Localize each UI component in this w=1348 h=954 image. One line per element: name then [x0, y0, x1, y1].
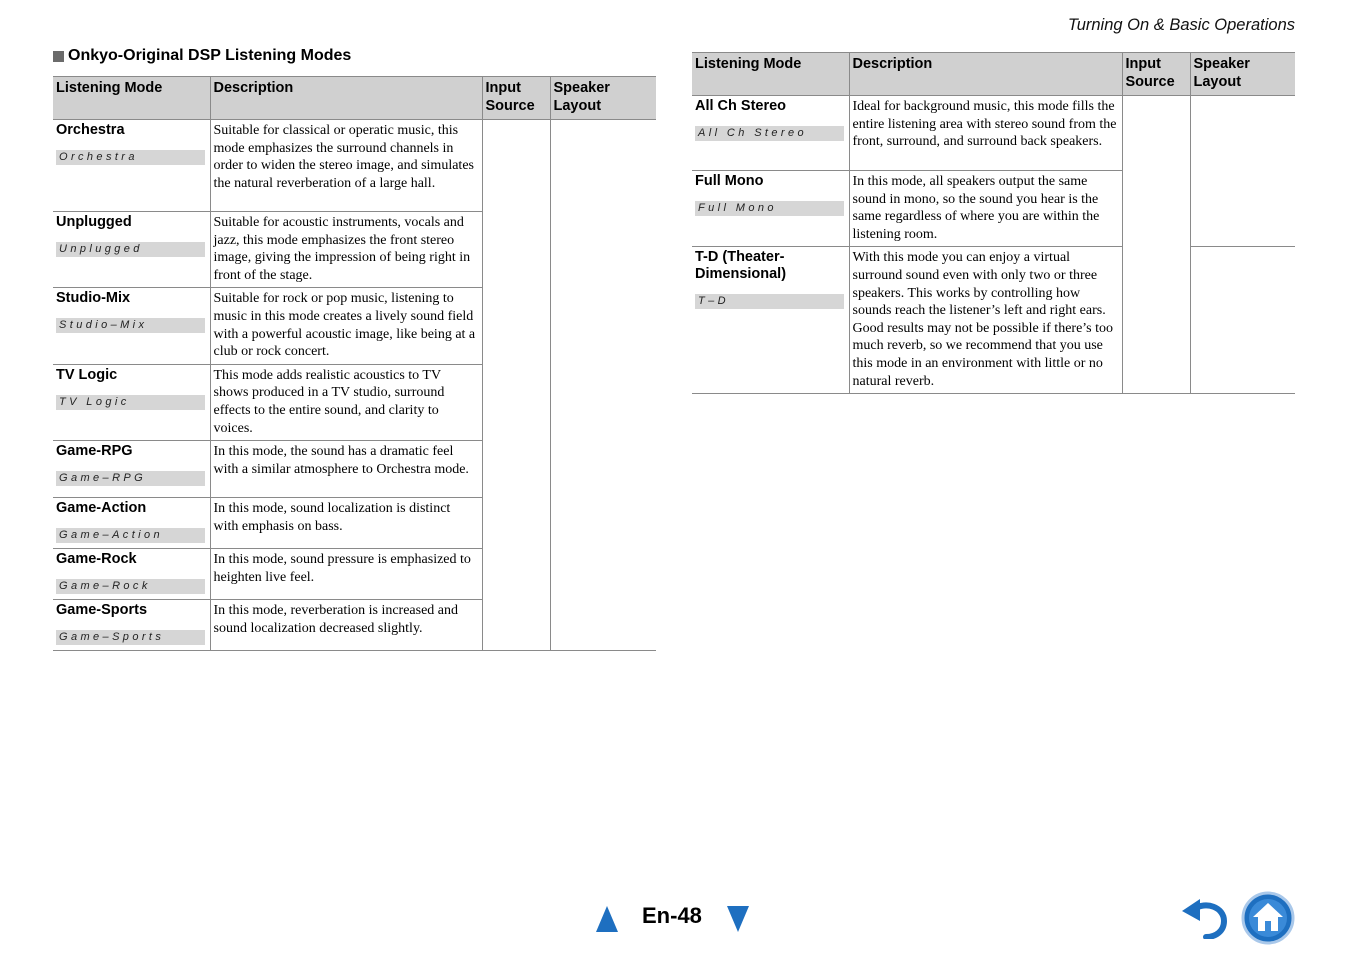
col-speaker-layout: Speaker Layout	[550, 77, 656, 120]
mode-description: In this mode, sound pressure is emphasized to heighten live feel.	[210, 549, 482, 600]
table-row	[692, 171, 1295, 247]
col-speaker-layout: Speaker Layout	[1190, 53, 1295, 96]
square-bullet-icon	[53, 51, 64, 62]
table-header-row	[53, 77, 656, 120]
right-modes-table	[692, 52, 1295, 394]
arrow-up-icon[interactable]	[596, 906, 618, 937]
speaker-layout-cell	[550, 364, 656, 440]
display-indicator: Studio–Mix	[56, 318, 205, 333]
table-row	[53, 600, 656, 651]
speaker-layout-cell	[550, 600, 656, 651]
mode-name: T-D (Theater-Dimensional)	[695, 249, 787, 283]
mode-name: Game-Rock	[56, 551, 137, 568]
mode-description: Suitable for classical or operatic music, this mode emphasizes the surround channels in order to widen the stereo image, and simulates the natural reverberation of a large hall.	[210, 120, 482, 212]
display-indicator: Unplugged	[56, 242, 205, 257]
home-icon[interactable]	[1241, 891, 1295, 950]
display-indicator: Game–Action	[56, 528, 205, 543]
left-modes-table	[53, 76, 656, 651]
speaker-layout-cell	[550, 212, 656, 288]
col-listening-mode: Listening Mode	[692, 53, 849, 96]
mode-description: Suitable for rock or pop music, listening to music in this mode creates a lively sound field with a powerful acoustic image, like being at a club or rock concert.	[210, 288, 482, 364]
mode-name: Game-Action	[56, 500, 147, 517]
display-indicator: T–D	[695, 294, 844, 309]
speaker-layout-cell	[550, 498, 656, 549]
table-row	[692, 96, 1295, 171]
display-indicator: Full Mono	[695, 201, 844, 216]
table-row	[53, 212, 656, 288]
mode-description: In this mode, the sound has a dramatic feel with a similar atmosphere to Orchestra mode.	[210, 441, 482, 498]
mode-description: In this mode, reverberation is increased and sound localization decreased slightly.	[210, 600, 482, 651]
section-heading-text: Onkyo-Original DSP Listening Modes	[68, 47, 352, 64]
mode-name: Game-RPG	[56, 443, 133, 460]
input-source-cell	[1122, 171, 1190, 247]
col-description: Description	[210, 77, 482, 120]
input-source-cell	[482, 498, 550, 549]
mode-name: Game-Sports	[56, 602, 148, 619]
speaker-layout-cell	[1190, 171, 1295, 247]
page-number: En-48	[642, 903, 702, 928]
display-indicator: Orchestra	[56, 150, 205, 165]
mode-name: Studio-Mix	[56, 290, 131, 307]
table-row	[53, 364, 656, 440]
table-row	[53, 288, 656, 364]
mode-description: In this mode, sound localization is distinct with emphasis on bass.	[210, 498, 482, 549]
input-source-cell	[482, 441, 550, 498]
footer-nav	[0, 895, 1348, 945]
display-indicator: Game–Rock	[56, 579, 205, 594]
col-description: Description	[849, 53, 1122, 96]
speaker-layout-cell	[1190, 247, 1295, 394]
display-indicator: TV Logic	[56, 395, 205, 410]
col-input-source: Input Source	[482, 77, 550, 120]
input-source-cell	[1122, 247, 1190, 394]
mode-name: All Ch Stereo	[695, 98, 787, 114]
table-row	[53, 120, 656, 212]
back-icon[interactable]	[1180, 897, 1228, 944]
display-indicator: Game–Sports	[56, 630, 205, 645]
arrow-down-icon[interactable]	[727, 906, 749, 937]
speaker-layout-cell	[550, 441, 656, 498]
input-source-cell	[1122, 96, 1190, 171]
mode-name: Orchestra	[56, 122, 125, 138]
mode-description: With this mode you can enjoy a virtual surround sound even with only two or three speakers. This works by controlling how sounds reach the listener’s left and right ears. Good results may not be possible if there’s too much reverb, so we recommend that you use this mode in an environment with little or no natural reverb.	[849, 247, 1122, 394]
input-source-cell	[482, 288, 550, 364]
table-row	[53, 498, 656, 549]
display-indicator: All Ch Stereo	[695, 126, 844, 141]
table-row	[692, 247, 1295, 394]
col-input-source: Input Source	[1122, 53, 1190, 96]
mode-name: Full Mono	[695, 173, 764, 189]
input-source-cell	[482, 212, 550, 288]
display-indicator: Game–RPG	[56, 471, 205, 486]
speaker-layout-cell	[550, 549, 656, 600]
speaker-layout-cell	[550, 288, 656, 364]
mode-name: Unplugged	[56, 214, 132, 230]
mode-description: This mode adds realistic acoustics to TV shows produced in a TV studio, surround effects to the entire sound, and clarity to voices.	[210, 364, 482, 440]
section-heading	[53, 47, 351, 65]
mode-name: TV Logic	[56, 366, 118, 383]
mode-description: Suitable for acoustic instruments, vocals and jazz, this mode emphasizes the front stereo image, giving the impression of being right in front of the stage.	[210, 212, 482, 288]
table-header-row	[692, 53, 1295, 96]
input-source-cell	[482, 549, 550, 600]
mode-description: In this mode, all speakers output the same sound in mono, so the sound you hear is the same regardless of where you are within the listening room.	[849, 171, 1122, 247]
mode-description: Ideal for background music, this mode fills the entire listening area with stereo sound from the front, surround, and surround back speakers.	[849, 96, 1122, 171]
input-source-cell	[482, 120, 550, 212]
speaker-layout-cell	[1190, 96, 1295, 171]
input-source-cell	[482, 600, 550, 651]
header-section-title: Turning On & Basic Operations	[1067, 16, 1295, 34]
col-listening-mode: Listening Mode	[53, 77, 210, 120]
table-row	[53, 441, 656, 498]
speaker-layout-cell	[550, 120, 656, 212]
input-source-cell	[482, 364, 550, 440]
table-row	[53, 549, 656, 600]
